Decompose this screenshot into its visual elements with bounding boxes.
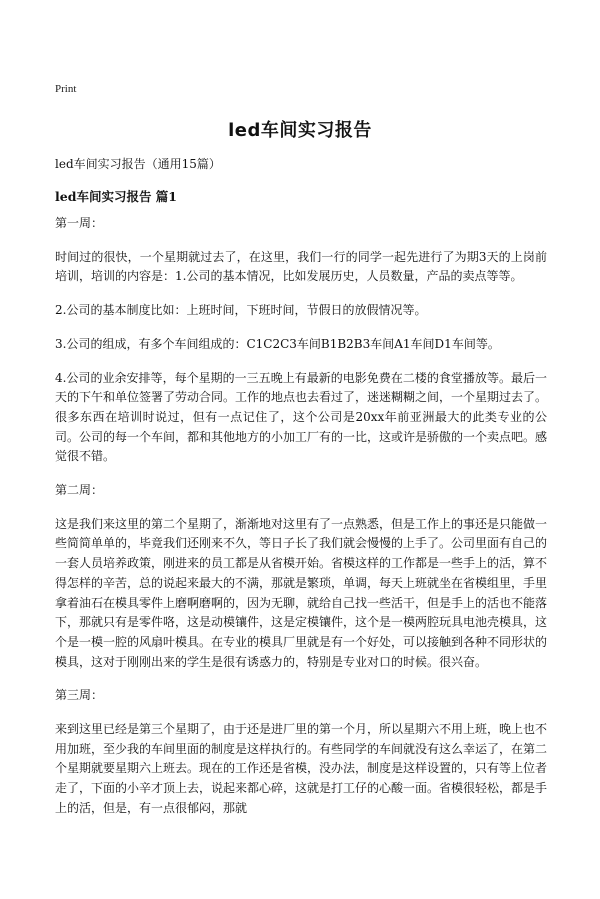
section-heading: led车间实习报告 篇1 [55, 189, 177, 204]
document-body [55, 214, 547, 833]
paragraph-6: 来到这里已经是第三个星期了，由于还是进厂里的第一个月，所以星期六不用上班，晚上也不用加班，至少我的车间里面的制度是这样执行的。有些同学的车间就没有这么幸运了，在第二个星期就要星期六上班去。现在的工作还是省模，没办法，制度是这样设置的，只有等上位者走了，下面的小辛才顶上去，说起来都心碎，这就是打工仔的心酸一面。省模很轻松，都是手上的活，但是，有一点很郁闷，那就 [55, 722, 548, 815]
paragraph-5: 这是我们来这里的第二个星期了，渐渐地对这里有了一点熟悉，但是工作上的事还是只能做一些简简单单的，毕竟我们还刚来不久，等日子长了我们就会慢慢的上手了。公司里面有自己的一套人员培养政策，刚进来的员工都是从省模开始。省模这样的工作都是一些手上的活，算不得怎样的辛苦，总的说起来最大的不满，那就是繁琐，单调，每天上班就坐在省模组里，手里拿着油石在模具零件上磨啊磨啊的，因为无聊，就给自己找一些活干，但是手上的活也不能落下，那就只有是零件咯，这是动模镶件，这是定模镶件，这个是一模两腔玩具电池壳模具，这个是一模一腔的风扇叶模具。在专业的模具厂里就是有一个好处，可以接触到各种不同形状的模具，这对于刚刚出来的学生是很有诱惑力的，特别是专业对口的时候。很兴奋。 [55, 516, 548, 669]
paragraph-1: 时间过的很快，一个星期就过去了，在这里，我们一行的同学一起先进行了为期3天的上岗前培训，培训的内容是：1.公司的基本情况，比如发展历史，人员数量，产品的卖点等等。 [55, 249, 547, 284]
document-subtitle: led车间实习报告（通用15篇） [55, 157, 221, 171]
paragraph-4: 4.公司的业余安排等，每个星期的一三五晚上有最新的电影免费在二楼的食堂播放等。最后一天的下午和单位签署了劳动合同。工作的地点也去看过了，迷迷糊糊之间，一个星期过去了。很多东西在培训时说过，但有一点记住了，这个公司是20xx年前亚洲最大的此类专业的公司。公司的每一个车间，都和其他地方的小加工厂有的一比，这或许是骄傲的一个卖点吧。感觉很不错。 [55, 370, 548, 464]
paragraph-3: 3.公司的组成，有多个车间组成的：C1C2C3车间B1B2B3车间A1车间D1车间等。 [55, 336, 500, 351]
week-3-label: 第三周： [55, 688, 104, 703]
document-title: led车间实习报告 [228, 120, 372, 141]
week-2-label: 第二周： [55, 483, 104, 498]
week-1-label: 第一周： [55, 216, 104, 230]
paragraph-2: 2.公司的基本制度比如：上班时间，下班时间，节假日的放假情况等。 [55, 303, 427, 318]
print-label: Print [55, 83, 77, 95]
